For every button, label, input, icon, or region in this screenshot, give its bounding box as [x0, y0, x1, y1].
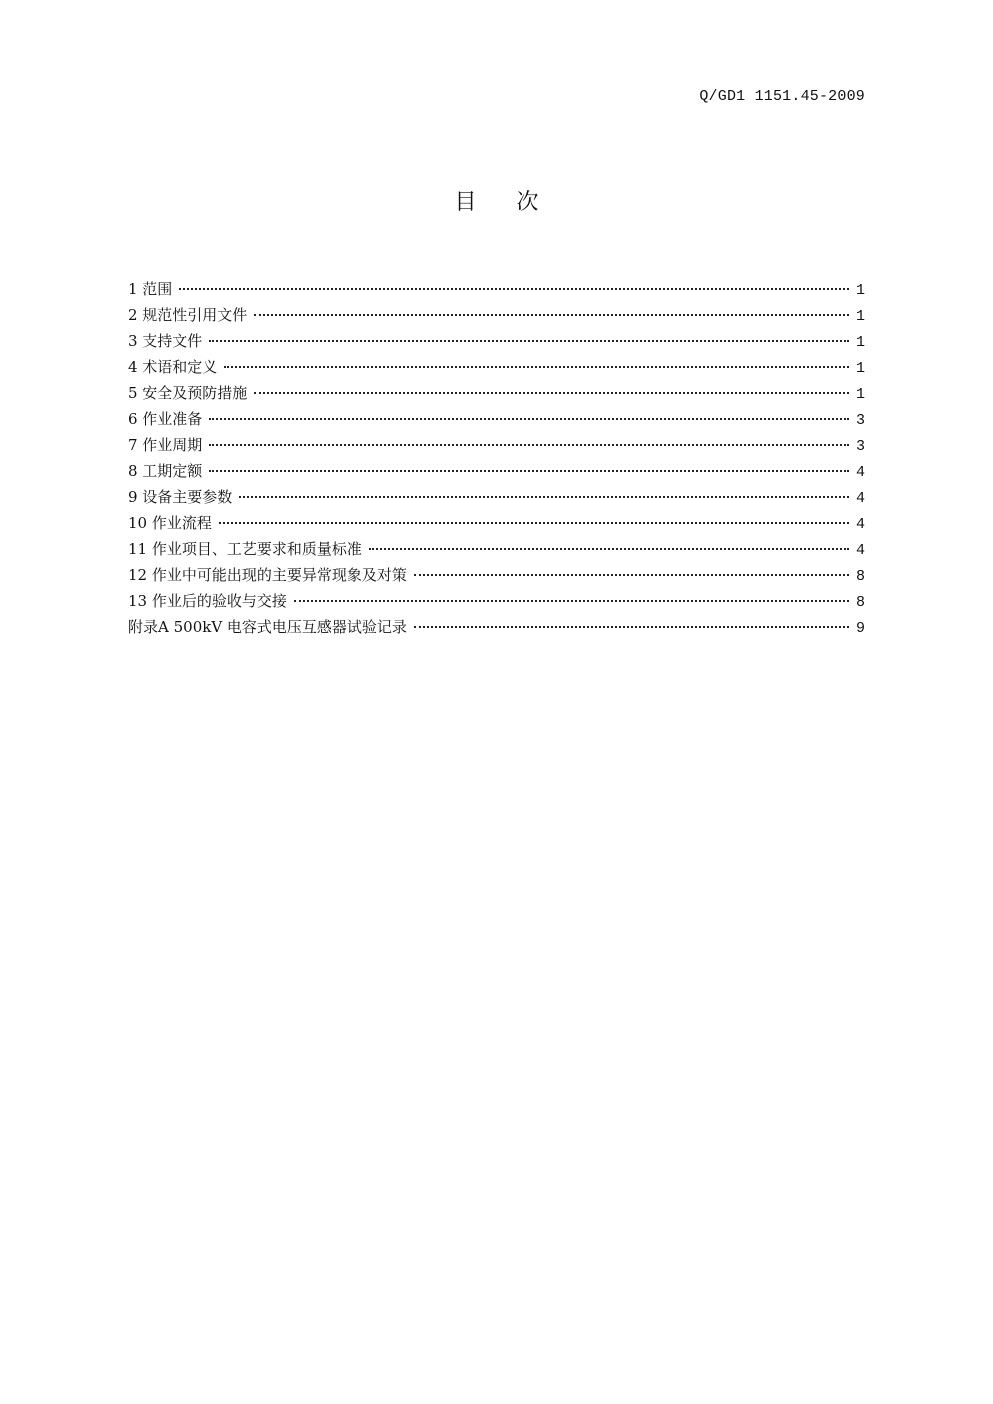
- toc-entry-label: 7 作业周期: [128, 436, 203, 454]
- toc-entry[interactable]: [128, 406, 865, 432]
- toc-entry-label: 10 作业流程: [128, 514, 212, 532]
- toc-entry[interactable]: [128, 354, 865, 380]
- toc-entry[interactable]: [128, 380, 865, 406]
- toc-entry-page: 4: [855, 464, 865, 481]
- toc-entry-page: 1: [855, 360, 865, 377]
- toc-entry[interactable]: [128, 276, 865, 302]
- toc-dot-leader: [224, 366, 849, 368]
- toc-entry[interactable]: [128, 432, 865, 458]
- toc-entry-page: 1: [855, 308, 865, 325]
- toc-entry-label: 5 安全及预防措施: [128, 384, 248, 402]
- toc-dot-leader: [414, 574, 849, 576]
- toc-dot-leader: [209, 470, 849, 472]
- toc-dot-leader: [369, 548, 849, 550]
- toc-entry-page: 1: [855, 334, 865, 351]
- toc-entry-label: 附录A 500kV 电容式电压互感器试验记录: [128, 618, 407, 636]
- toc-dot-leader: [179, 288, 849, 290]
- toc-entry-label: 9 设备主要参数: [128, 488, 233, 506]
- toc-entry-page: 3: [855, 412, 865, 429]
- toc-entry-page: 1: [855, 282, 865, 299]
- toc-entry-label: 6 作业准备: [128, 410, 203, 428]
- toc-dot-leader: [239, 496, 849, 498]
- toc-entry[interactable]: [128, 588, 865, 614]
- document-code: Q/GD1 1151.45-2009: [699, 88, 865, 105]
- toc-dot-leader: [219, 522, 849, 524]
- toc-entry-label: 4 术语和定义: [128, 358, 218, 376]
- toc-title: 目次: [454, 190, 579, 215]
- toc-entry[interactable]: [128, 614, 865, 640]
- toc-list: [128, 276, 865, 640]
- toc-entry-page: 3: [855, 438, 865, 455]
- toc-dot-leader: [209, 444, 849, 446]
- toc-entry-label: 13 作业后的验收与交接: [128, 592, 287, 610]
- toc-entry-label: 2 规范性引用文件: [128, 306, 248, 324]
- toc-entry-page: 4: [855, 516, 865, 533]
- toc-entry-label: 8 工期定额: [128, 462, 203, 480]
- toc-dot-leader: [414, 626, 849, 628]
- toc-entry-page: 8: [855, 594, 865, 611]
- toc-dot-leader: [254, 392, 849, 394]
- toc-dot-leader: [294, 600, 849, 602]
- toc-entry[interactable]: [128, 458, 865, 484]
- toc-dot-leader: [209, 340, 849, 342]
- toc-dot-leader: [254, 314, 849, 316]
- toc-entry[interactable]: [128, 328, 865, 354]
- toc-entry-label: 11 作业项目、工艺要求和质量标准: [128, 540, 362, 558]
- toc-entry-label: 12 作业中可能出现的主要异常现象及对策: [128, 566, 407, 584]
- toc-entry-page: 9: [855, 620, 865, 637]
- toc-entry[interactable]: [128, 302, 865, 328]
- toc-entry-page: 8: [855, 568, 865, 585]
- toc-entry-page: 1: [855, 386, 865, 403]
- toc-entry[interactable]: [128, 536, 865, 562]
- toc-entry-page: 4: [855, 490, 865, 507]
- toc-entry-label: 1 范围: [128, 280, 173, 298]
- toc-entry-page: 4: [855, 542, 865, 559]
- toc-dot-leader: [209, 418, 849, 420]
- toc-entry[interactable]: [128, 484, 865, 510]
- toc-entry-label: 3 支持文件: [128, 332, 203, 350]
- toc-entry[interactable]: [128, 510, 865, 536]
- toc-entry[interactable]: [128, 562, 865, 588]
